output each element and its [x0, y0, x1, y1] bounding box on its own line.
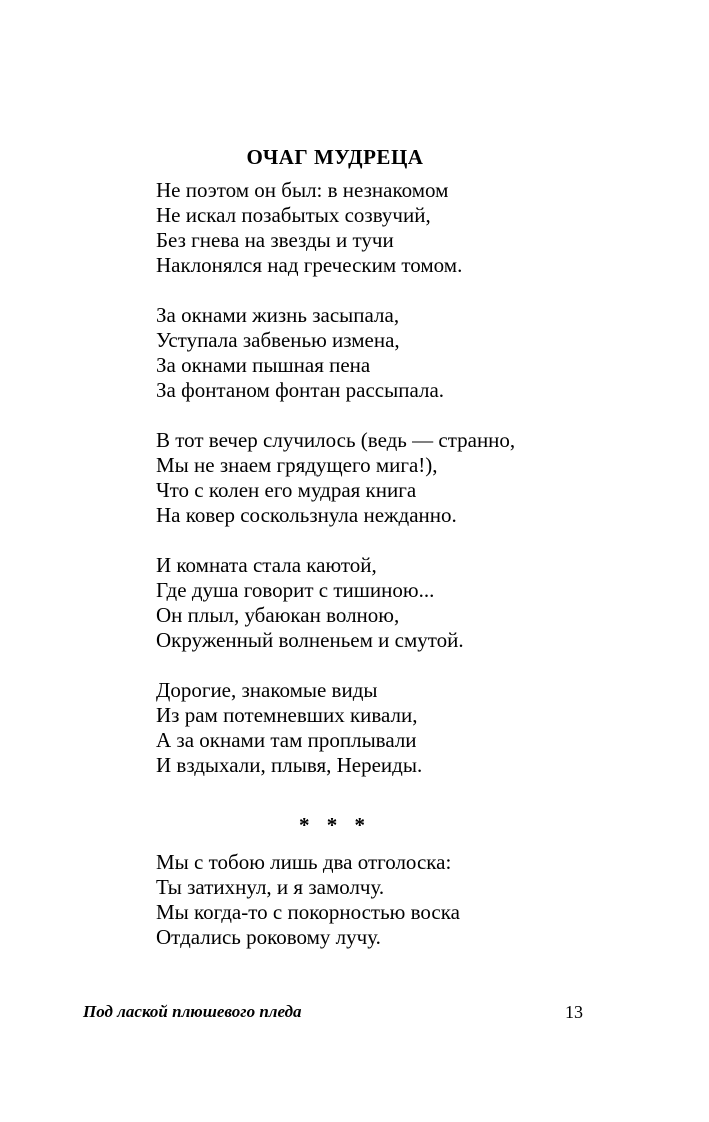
poem-title: ОЧАГ МУДРЕЦА — [246, 145, 424, 169]
poem-line: Мы с тобою лишь два отголоска: — [156, 850, 452, 874]
poem-line: Отдались роковому лучу. — [156, 925, 381, 949]
poem-line: Не поэтом он был: в незнакомом — [156, 178, 449, 202]
poem-line: И комната стала каютой, — [156, 553, 377, 577]
second-poem-body — [156, 850, 676, 975]
poem-body — [156, 178, 676, 803]
poem-line: Где душа говорит с тишиною... — [156, 578, 435, 602]
stanza — [156, 553, 676, 653]
stanza — [156, 428, 676, 528]
stanza — [156, 850, 676, 950]
poem-line: И вздыхали, плывя, Нереиды. — [156, 753, 423, 777]
poem-line: Ты затихнул, и я замолчу. — [156, 875, 385, 899]
poem-line: Из рам потемневших кивали, — [156, 703, 418, 727]
poem-line: Мы когда-то с покорностью воска — [156, 900, 460, 924]
page-number: 13 — [565, 1002, 583, 1022]
poem-line: Без гнева на звезды и тучи — [156, 228, 394, 252]
stanza — [156, 178, 676, 278]
poem-line: Он плыл, убаюкан волною, — [156, 603, 400, 627]
poem-line: А за окнами там проплывали — [156, 728, 417, 752]
stanza — [156, 303, 676, 403]
poem-line: За окнами пышная пена — [156, 353, 371, 377]
poem-line: Мы не знаем грядущего мига!), — [156, 453, 438, 477]
poem-line: Наклонялся над греческим томом. — [156, 253, 463, 277]
poem-line: За окнами жизнь засыпала, — [156, 303, 400, 327]
running-footer-book-title: Под лаской плюшевого пледа — [83, 1002, 302, 1021]
poem-line: На ковер соскользнула нежданно. — [156, 503, 457, 527]
poem-line: Окруженный волненьем и смутой. — [156, 628, 464, 652]
stanza — [156, 678, 676, 778]
section-separator: * * * — [299, 813, 371, 837]
poem-line: За фонтаном фонтан рассыпала. — [156, 378, 445, 402]
poem-line: Дорогие, знакомые виды — [156, 678, 378, 702]
poem-line: Уступала забвенью измена, — [156, 328, 400, 352]
poem-line: Не искал позабытых созвучий, — [156, 203, 431, 227]
poem-line: В тот вечер случилось (ведь — странно, — [156, 428, 516, 452]
poem-line: Что с колен его мудрая книга — [156, 478, 417, 502]
